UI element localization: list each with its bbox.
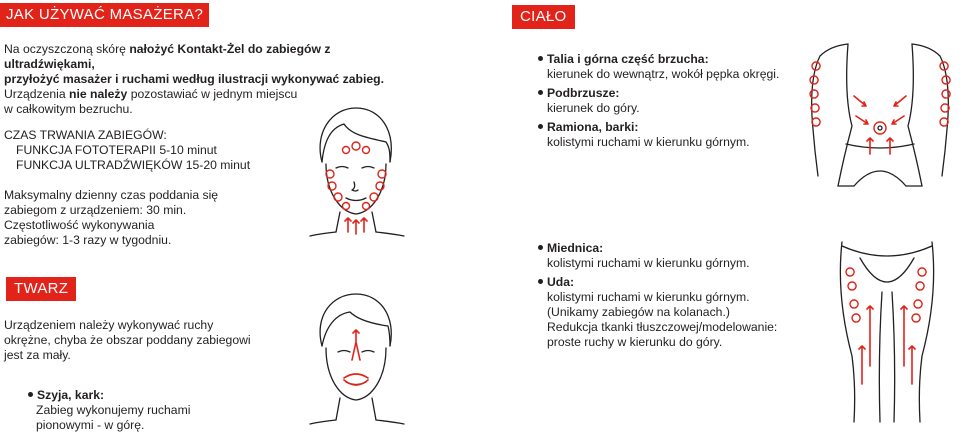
body-item-title: Talia i górna część brzucha: bbox=[547, 52, 709, 66]
intro-line1-bold: nałożyć Kontakt-Żel do zabiegów z ultradźwiękami, bbox=[4, 42, 331, 71]
bullet-dot bbox=[538, 279, 543, 284]
duration-item-phototherapy: FUNKCJA FOTOTERAPII 5-10 minut bbox=[16, 143, 217, 157]
section-header-how-to-use: JAK UŻYWAĆ MASAŻERA? bbox=[0, 3, 209, 27]
body-item-lower-abdomen bbox=[538, 86, 808, 116]
bullet-dot bbox=[538, 245, 543, 250]
bullet-dot bbox=[538, 56, 543, 61]
bullet-dot bbox=[538, 124, 543, 129]
duration-item-ultrasound: FUNKCJA ULTRADŹWIĘKÓW 15-20 minut bbox=[16, 158, 251, 172]
face-line2: okrężne, chyba że obszar poddany zabiegowi bbox=[4, 333, 251, 347]
body-item-thighs bbox=[538, 275, 808, 350]
usage-line4: zabiegów: 1-3 razy w tygodniu. bbox=[4, 233, 172, 247]
body-item-desc: kolistymi ruchami w kierunku górnym. bbox=[547, 135, 750, 149]
duration-block bbox=[4, 128, 250, 173]
legs-illustration bbox=[822, 236, 952, 426]
body-item-desc: kierunek do góry. bbox=[547, 101, 640, 115]
section-header-body: CIAŁO bbox=[512, 5, 575, 29]
body-item-desc: Redukcja tkanki tłuszczowej/modelowanie: bbox=[547, 320, 778, 334]
body-item-title: Miednica: bbox=[547, 241, 604, 255]
body-item-title: Uda: bbox=[547, 275, 575, 289]
intro-line1-pre: Na oczyszczoną skórę bbox=[4, 42, 130, 56]
usage-block bbox=[4, 188, 218, 248]
body-item-desc: kolistymi ruchami w kierunku górnym. bbox=[547, 290, 750, 304]
face-line1: Urządzeniem należy wykonywać ruchy bbox=[4, 318, 214, 332]
neck-line2: pionowymi - w górę. bbox=[36, 418, 145, 432]
body-item-pelvis bbox=[538, 241, 808, 271]
torso-illustration bbox=[800, 36, 960, 201]
intro-line3-bold: nie należy bbox=[69, 87, 128, 101]
usage-line3: Częstotliwość wykonywania bbox=[4, 218, 155, 232]
body-item-arms bbox=[538, 120, 808, 150]
face-illustration-circles bbox=[300, 102, 410, 237]
face-illustration-lines bbox=[300, 290, 410, 425]
body-item-desc: proste ruchy w kierunku do góry. bbox=[547, 335, 723, 349]
neck-title: Szyja, kark: bbox=[37, 388, 105, 402]
body-item-desc: (Unikamy zabiegów na kolanach.) bbox=[547, 305, 730, 319]
body-item-desc: kierunek do wewnątrz, wokół pępka okręgi. bbox=[547, 67, 780, 81]
face-line3: jest za mały. bbox=[4, 348, 71, 362]
duration-title: CZAS TRWANIA ZABIEGÓW: bbox=[4, 128, 167, 142]
section-header-face: TWARZ bbox=[6, 277, 76, 301]
usage-line1: Maksymalny dzienny czas poddania się bbox=[4, 188, 219, 202]
bullet-dot bbox=[538, 90, 543, 95]
intro-line4: w całkowitym bezruchu. bbox=[4, 102, 133, 116]
neck-line1: Zabieg wykonujemy ruchami bbox=[36, 403, 191, 417]
bullet-dot bbox=[28, 392, 33, 397]
neck-block bbox=[28, 388, 190, 433]
body-item-title: Podbrzusze: bbox=[547, 86, 620, 100]
body-item-waist bbox=[538, 52, 808, 82]
usage-line2: zabiegom z urządzeniem: 30 min. bbox=[4, 203, 187, 217]
body-item-desc: kolistymi ruchami w kierunku górnym. bbox=[547, 256, 750, 270]
intro-line3-pre: Urządzenia bbox=[4, 87, 70, 101]
face-text bbox=[4, 318, 251, 363]
body-item-title: Ramiona, barki: bbox=[547, 120, 639, 134]
intro-line2: przyłożyć masażer i ruchami według ilustracji wykonywać zabieg. bbox=[4, 72, 384, 86]
body-items-bottom bbox=[538, 241, 808, 350]
intro-line3-post: pozostawiać w jednym miejscu bbox=[127, 87, 298, 101]
body-items-top bbox=[538, 52, 808, 150]
